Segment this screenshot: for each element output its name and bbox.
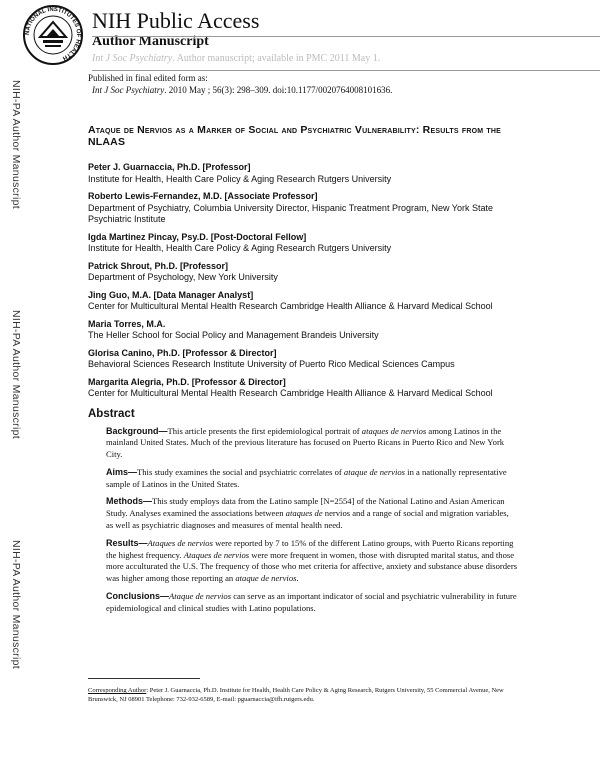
title-main: Ataque de Nervios as a Marker of Social and Psychiatric Vulnerability: xyxy=(88,124,420,136)
author-entry xyxy=(88,232,518,255)
author-affiliation: Center for Multicultural Mental Health Research Cambridge Health Alliance & Harvard Medical School xyxy=(88,301,493,311)
footnote xyxy=(88,686,518,704)
footnote-label: Corresponding Author xyxy=(88,687,147,694)
author-entry xyxy=(88,377,518,400)
author-name: Margarita Alegria, Ph.D. [Professor & Director] xyxy=(88,376,286,387)
background-label: Background— xyxy=(106,425,168,436)
methods-text-end: nervios and a range of social and migration variables, as well as psychiatric diagnoses and measures of mental health need. xyxy=(106,508,509,531)
availability-line xyxy=(92,52,600,66)
author-name: Maria Torres, M.A. xyxy=(88,318,166,329)
conclusions-label: Conclusions— xyxy=(106,591,170,602)
logo-ring-text: NATIONAL INSTITUTES OF HEALTH xyxy=(24,6,82,61)
results-italic-3: ataque de nervios xyxy=(235,573,297,584)
author-manuscript-title: Author Manuscript xyxy=(92,34,209,49)
side-margin xyxy=(0,78,52,776)
author-name: Glorisa Canino, Ph.D. [Professor & Director] xyxy=(88,347,277,358)
abstract-heading: Abstract xyxy=(88,407,135,420)
footnote-divider xyxy=(88,678,200,679)
citation-line xyxy=(88,84,518,96)
abstract-results xyxy=(106,538,518,585)
author-name: Roberto Lewis-Fernandez, M.D. [Associate Professor] xyxy=(88,191,318,201)
publication-info xyxy=(88,72,518,96)
author-affiliation: Center for Multicultural Mental Health Research Cambridge Health Alliance & Harvard Medical School xyxy=(88,388,493,398)
author-affiliation: Behavioral Sciences Research Institute University of Puerto Rico Medical Sciences Campus xyxy=(88,359,455,369)
side-label-3: NIH-PA Author Manuscript xyxy=(10,540,22,669)
conclusions-text: can serve as an important indicator of social and psychiatric vulnerability in future epidemiological and clinical studies with Latino populations. xyxy=(106,591,517,613)
header-divider xyxy=(92,36,600,37)
side-label-1: NIH-PA Author Manuscript xyxy=(10,80,22,209)
author-entry xyxy=(88,319,518,342)
abstract-background xyxy=(106,426,518,461)
methods-label: Methods— xyxy=(106,496,152,507)
results-text-2: were more frequent in women, those with disrupted marital status, and those more acculturated the U.S. The frequency of those who met criteria for affective, anxiety and substance abuse disorders was higher among those reporting an xyxy=(106,549,518,584)
citation-journal: Int J Soc Psychiatry xyxy=(92,85,165,95)
author-entry xyxy=(88,261,518,284)
author-name: Igda Martinez Pincay, Psy.D. [Post-Doctoral Fellow] xyxy=(88,231,307,242)
results-italic-2: Ataques de nervios xyxy=(183,549,250,560)
author-affiliation: Institute for Health, Health Care Policy & Aging Research Rutgers University xyxy=(88,243,392,253)
availability-journal: Int J Soc Psychiatry xyxy=(92,53,173,64)
methods-text: This study employs data from the Latino sample [N=2554] of the National Latino and Asian American Study. Analyses examined the associations between xyxy=(106,496,505,519)
results-label: Results— xyxy=(106,537,148,548)
results-italic-1: Ataques de nervios xyxy=(147,537,213,548)
nih-public-access-title: NIH Public Access xyxy=(92,8,260,33)
aims-label: Aims— xyxy=(106,466,138,477)
citation-details: . 2010 May ; 56(3): 298–309. doi:10.1177/0020764008101636. xyxy=(164,85,393,95)
side-label-2: NIH-PA Author Manuscript xyxy=(10,310,22,439)
title-sub: Results from the NLAAS xyxy=(88,124,501,148)
page-header xyxy=(0,0,600,78)
author-entry xyxy=(88,191,518,226)
availability-text: . Author manuscript; available in PMC 2011 May 1. xyxy=(172,53,381,64)
background-italic: ataques de nervios xyxy=(361,425,427,436)
background-text-end: among Latinos in the mainland United States. Much of the previous literature has focused on Puerto Ricans in Puerto Rico and New York City. xyxy=(106,425,505,460)
published-as-label: Published in final edited form as: xyxy=(88,73,208,83)
results-text-1: were reported by 7 to 15% of the different Latino groups, with Puerto Ricans reporting the highest frequency. xyxy=(106,537,514,560)
author-entry xyxy=(88,162,518,185)
background-text: This article presents the first epidemiological portrait of xyxy=(167,425,362,436)
article-body xyxy=(88,72,518,615)
abstract-aims xyxy=(106,467,518,491)
author-name: Jing Guo, M.A. [Data Manager Analyst] xyxy=(88,289,254,300)
aims-text: This study examines the social and psychiatric correlates of xyxy=(137,466,344,477)
author-entry xyxy=(88,290,518,313)
methods-italic: ataques de xyxy=(285,508,323,519)
abstract-methods xyxy=(106,496,518,531)
abstract-conclusions xyxy=(106,591,518,615)
author-affiliation: Institute for Health, Health Care Policy & Aging Research Rutgers University xyxy=(88,173,392,184)
aims-italic: ataque de nervios xyxy=(343,466,406,477)
header-divider-lower xyxy=(92,70,600,71)
author-name: Peter J. Guarnaccia, Ph.D. [Professor] xyxy=(88,162,251,172)
author-affiliation: Department of Psychiatry, Columbia University Director, Hispanic Treatment Program, New York State Psychiatric Institute xyxy=(88,202,493,224)
results-text-end: . xyxy=(296,573,299,584)
author-name: Patrick Shrout, Ph.D. [Professor] xyxy=(88,260,229,271)
conclusions-italic: Ataque de nervios xyxy=(169,591,232,602)
author-affiliation: Department of Psychology, New York University xyxy=(88,272,278,282)
author-entry xyxy=(88,348,518,371)
author-list xyxy=(88,162,518,400)
footnote-text: : Peter J. Guarnaccia, Ph.D. Institute for Health, Health Care Policy & Aging Research, Rutgers University, 55 Commercial Avenue, New Brunswick, NJ 08901 Telephone: 732-932-6589, E-mail: pguarnaccia@ifh.rutgers.edu. xyxy=(88,687,504,703)
author-affiliation: The Heller School for Social Policy and Management Brandeis University xyxy=(88,330,379,340)
nih-seal-logo xyxy=(22,4,84,66)
aims-text-end: in a nationally representative sample of Latinos in the United States. xyxy=(106,466,507,489)
article-title xyxy=(88,124,518,148)
